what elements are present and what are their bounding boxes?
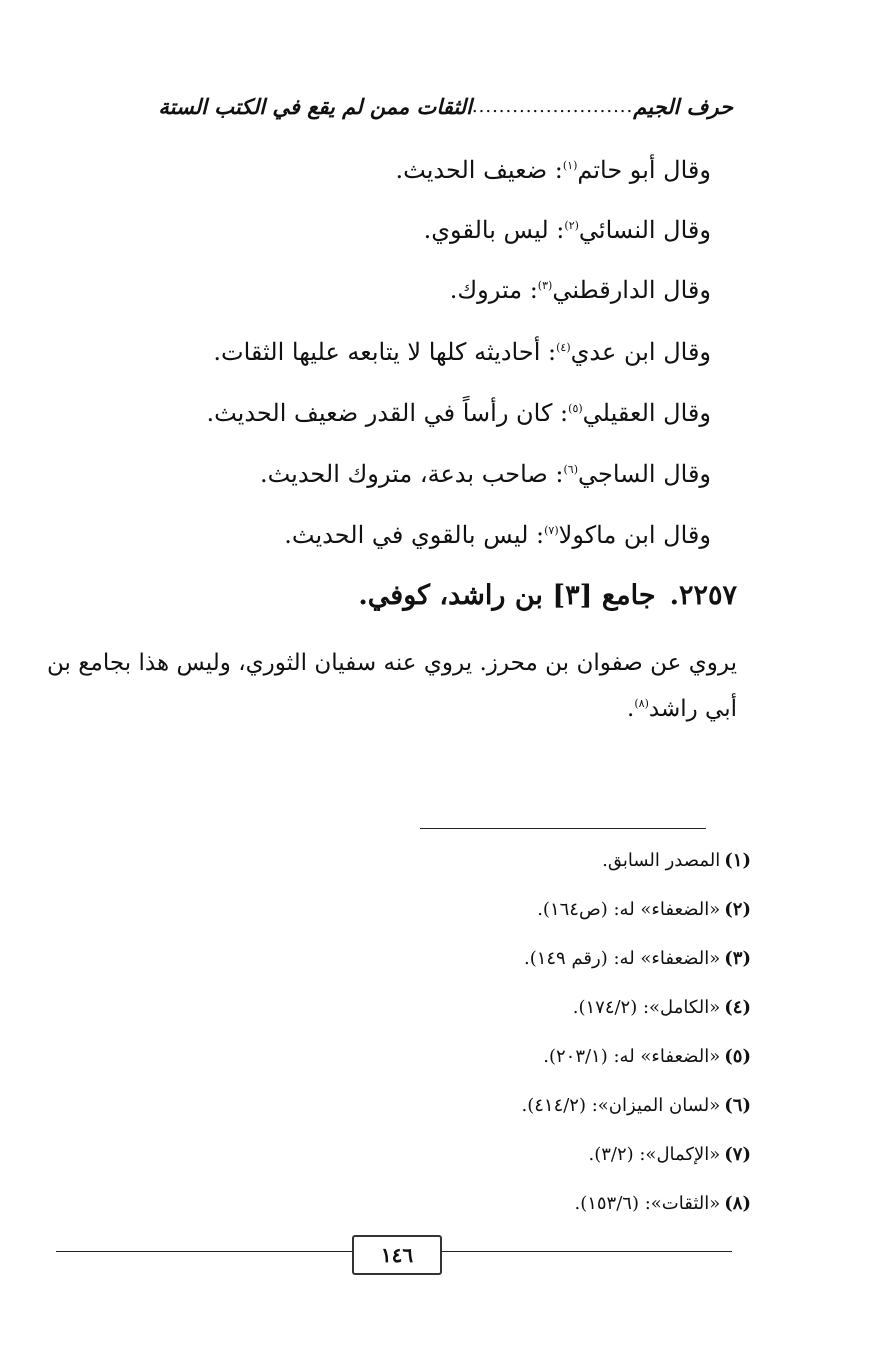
quote-line: وقال ابن ماكولا$^{(٧)}$: ليس بالقوي في الحديث. xyxy=(284,521,711,549)
header-chapter: حرف الجيم xyxy=(633,93,733,119)
footnote-mark: (٥) xyxy=(568,402,583,415)
quote-line: وقال الدارقطني$^{(٣)}$: متروك. xyxy=(449,276,711,304)
footnote: (٨)«الثقات»: (١٥٣/٦). xyxy=(574,1193,751,1214)
footnote-mark: (٢) xyxy=(564,219,579,232)
footnote: (٦)«لسان الميزان»: (٤١٤/٢). xyxy=(521,1095,751,1116)
header-dots: ........................ xyxy=(471,95,634,117)
entry-paragraph: يروي عن صفوان بن محرز. يروي عنه سفيان الثوري، وليس هذا بجامع بن أبي راشد$^{(٨)}$. xyxy=(47,650,737,722)
quote-line: وقال الساجي$^{(٦)}$: صاحب بدعة، متروك الحديث. xyxy=(259,460,711,488)
footnote: (٧)«الإكمال»: (٣/٢). xyxy=(588,1144,751,1165)
entry-number: ٢٢٥٧. xyxy=(669,580,737,611)
quote-line: وقال النسائي$^{(٢)}$: ليس بالقوي. xyxy=(423,216,711,244)
footnote-mark: (٧) xyxy=(544,524,559,537)
footnote-mark: (٦) xyxy=(563,463,579,476)
entry-title: جامع [٣] بن راشد، كوفي. xyxy=(358,580,656,611)
footnote-mark: (١) xyxy=(562,159,578,172)
footnote: (٢)«الضعفاء» له: (ص١٦٤). xyxy=(537,899,751,920)
footnote: (٥)«الضعفاء» له: (٢٠٣/١). xyxy=(543,1046,751,1067)
entry-heading xyxy=(358,574,737,618)
quote-line: وقال العقيلي$^{(٥)}$: كان رأساً في القدر ضعيف الحديث. xyxy=(206,399,711,427)
page-number: ١٤٦ xyxy=(352,1235,442,1275)
running-header xyxy=(78,86,733,126)
footnote-mark: (٣) xyxy=(537,279,553,292)
footnote: (٤)«الكامل»: (١٧٤/٢). xyxy=(572,997,751,1018)
quote-line: وقال ابن عدي$^{(٤)}$: أحاديثه كلها لا يتابعه عليها الثقات. xyxy=(213,338,711,366)
footnote: (١)المصدر السابق. xyxy=(602,850,751,871)
footnote-separator xyxy=(420,828,706,829)
footnote: (٣)«الضعفاء» له: (رقم ١٤٩). xyxy=(523,948,751,969)
footnote-mark: (٤) xyxy=(556,341,571,354)
footnote-mark: (٨) xyxy=(634,697,649,710)
header-book-title: الثقات ممن لم يقع في الكتب الستة xyxy=(158,93,472,119)
quote-line: وقال أبو حاتم$^{(١)}$: ضعيف الحديث. xyxy=(395,156,711,184)
